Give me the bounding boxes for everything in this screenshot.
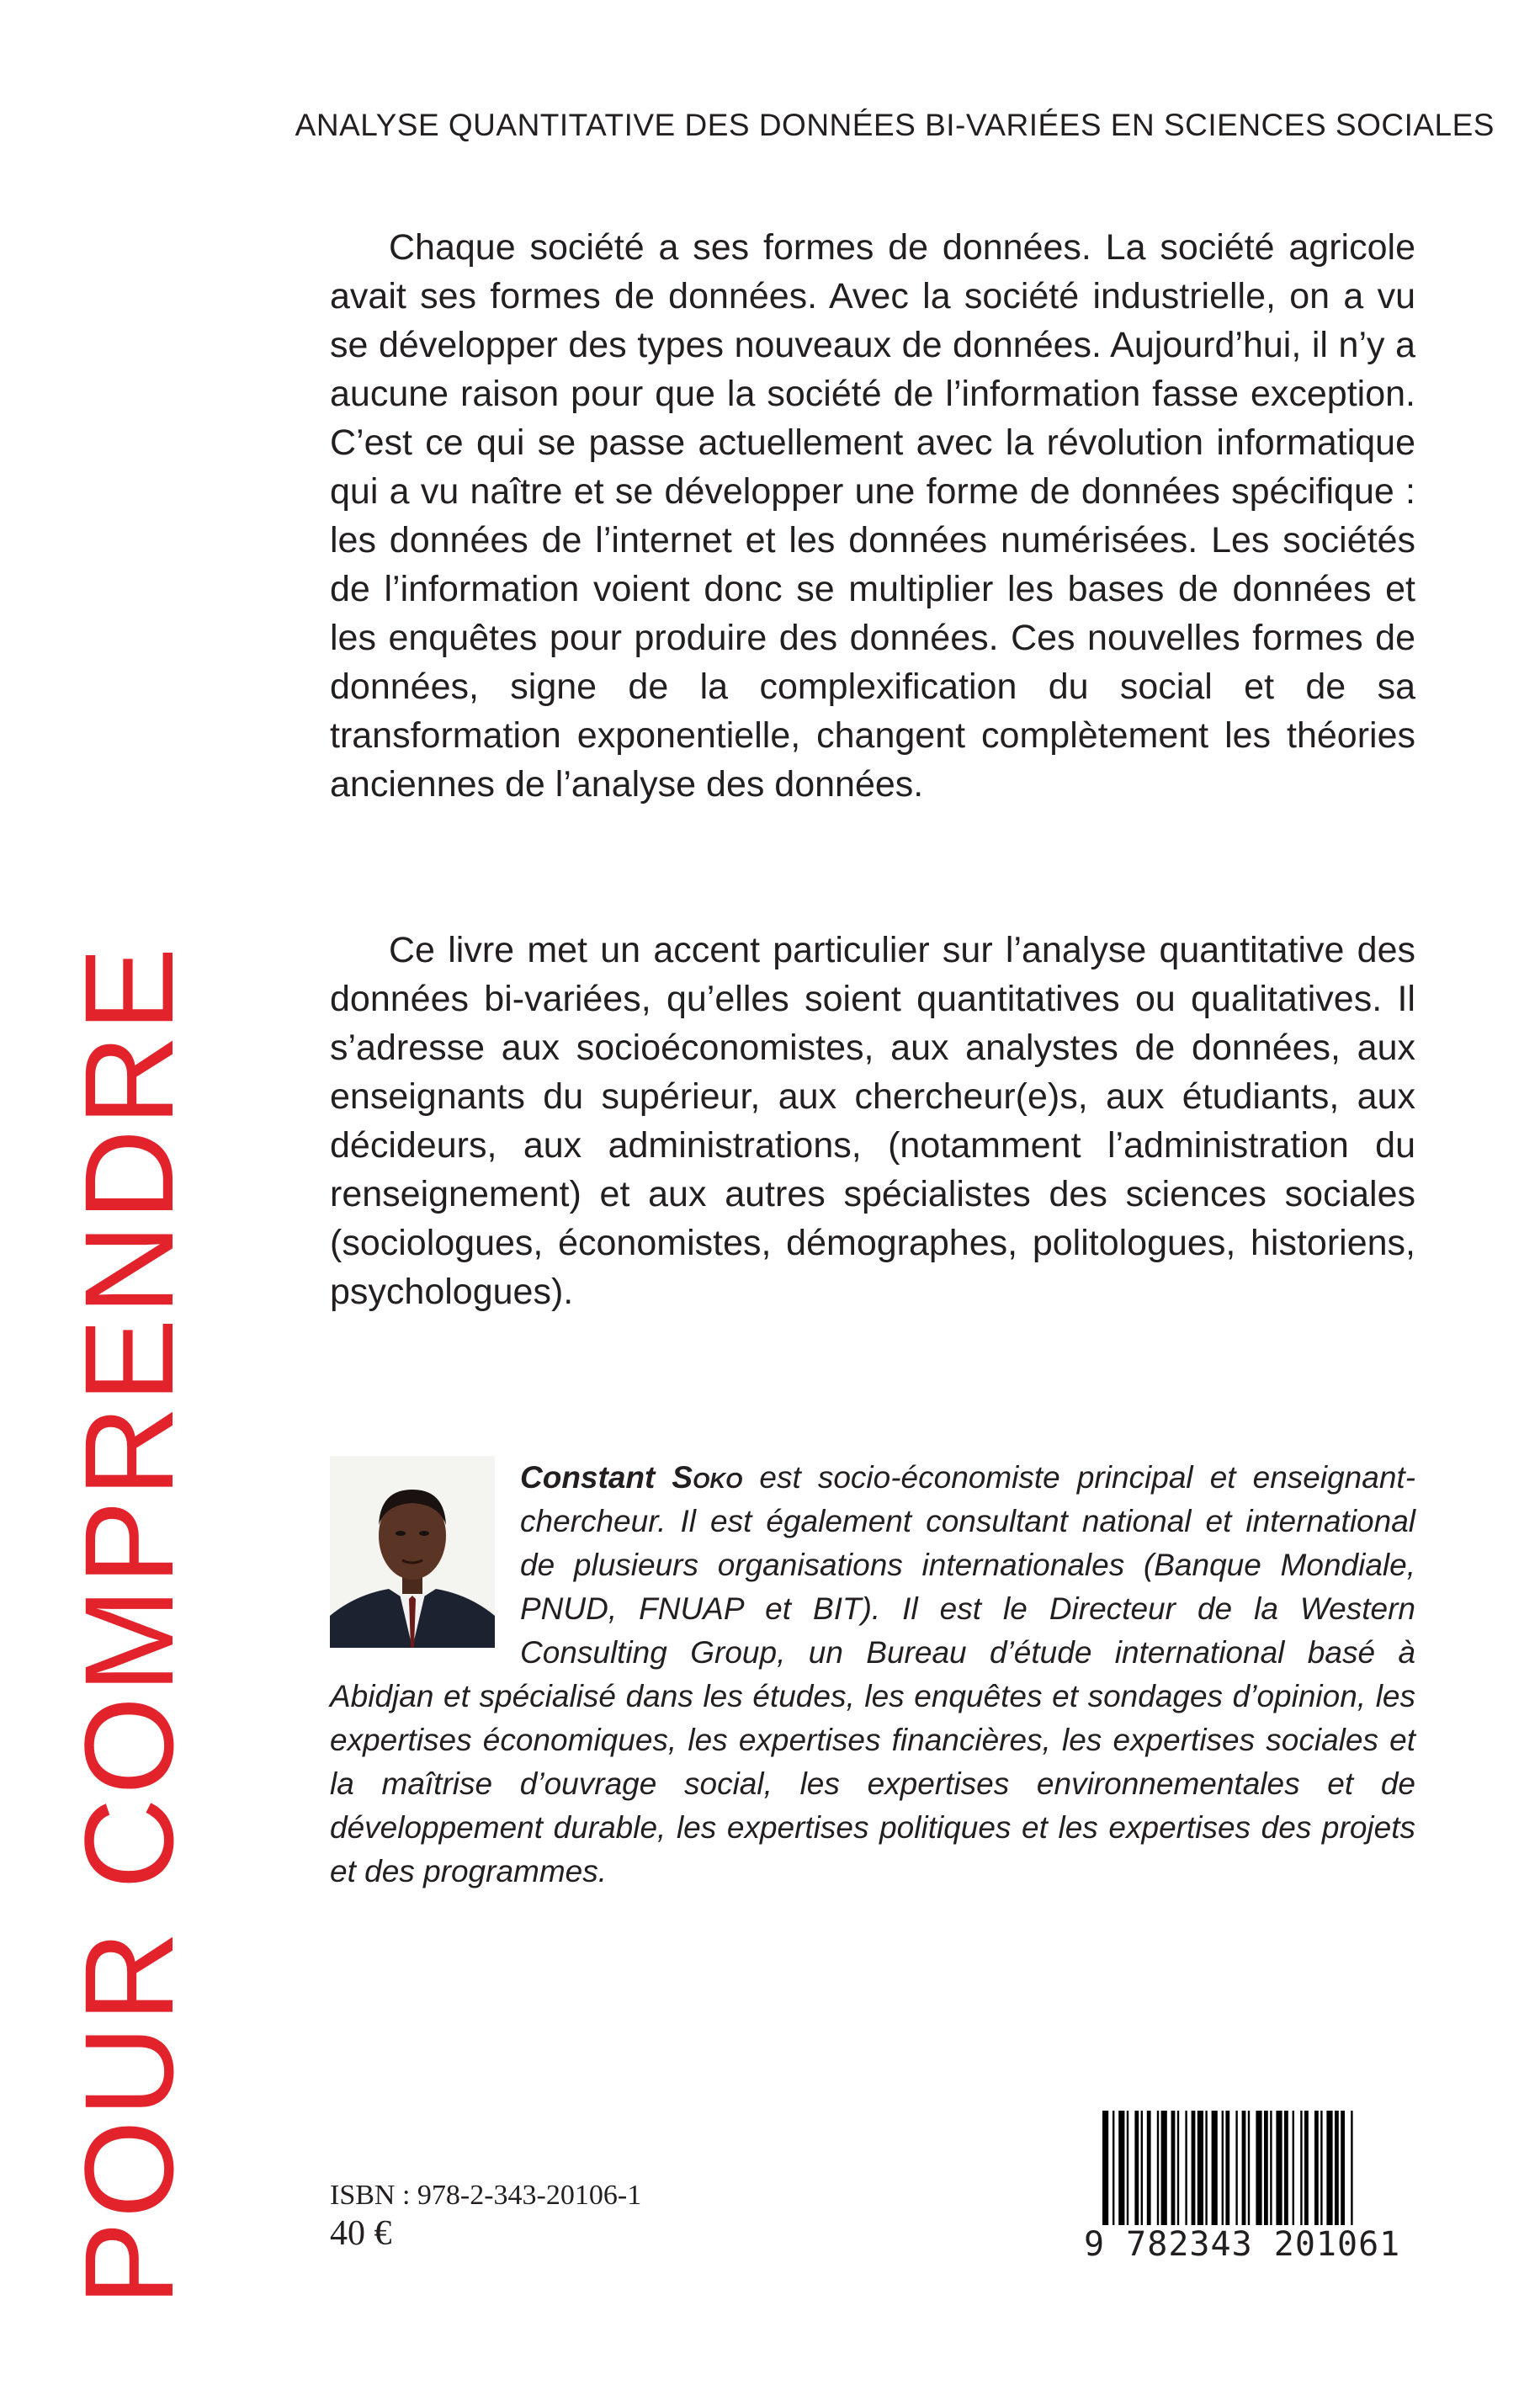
blurb-paragraph-2: Ce livre met un accent particulier sur l’analyse quantitative des données bi-variées, qu’elles soient quantitatives ou qualitatives. Il s’adresse aux socioéconomistes, aux analystes de données, aux enseignants du supérieur, aux chercheur(e)s, aux étudiants, aux décideurs, aux administrations, (notamment l’administration du renseignement) et aux autres spécialistes des sciences sociales (sociologues, économistes, démographes, politologues, historiens, psychologues). [330,930,1415,1312]
author-first-name: Constant [520,1460,656,1495]
price: 40 € [330,2214,392,2253]
author-bio-block [330,1456,1415,1894]
barcode-digits: 9 782343 201061 [1084,2225,1442,2264]
author-last-name: Soko [672,1460,743,1495]
collection-title: POUR COMPRENDRE [58,943,199,2306]
blurb-paragraph-1: Chaque société a ses formes de données. La société agricole avait ses formes de données. Avec la société industrielle, on a vu se développer des types nouveaux de données. Aujourd’hui, il n’y a aucune raison pour que la société de l’information fasse exception. C’est ce qui se passe actuellement avec la révolution informatique qui a vu naître et se développer une forme de données spécifique : les données de l’internet et les données numérisées. Les sociétés de l’information voient donc se multiplier les bases de données et les enquêtes pour produire des données. Ces nouvelles formes de données, signe de la complexification du social et de sa transformation exponentielle, changent complètement les théories anciennes de l’analyse des données. [330,227,1415,805]
barcode [1084,2101,1442,2267]
author-photo [330,1456,495,1648]
author-bio-text: est socio-économiste principal et enseignant-chercheur. Il est également consultant national et international de plusieurs organisations internationales (Banque Mondiale, PNUD, FNUAP et BIT). Il est le Directeur de la Western Consulting Group, un Bureau d’étude international basé à Abidjan et spécialisé dans les études, les enquêtes et sondages d’opinion, les expertises économiques, les expertises financières, les expertises sociales et la maîtrise d’ouvrage social, les expertises environnementales et de développement durable, les expertises politiques et les expertises des projets et des programmes. [330,1460,1416,1888]
isbn: ISBN : 978-2-343-20106-1 [330,2180,642,2211]
series-title: ANALYSE QUANTITATIVE DES DONNÉES BI-VARIÉES EN SCIENCES SOCIALES [295,108,1495,142]
